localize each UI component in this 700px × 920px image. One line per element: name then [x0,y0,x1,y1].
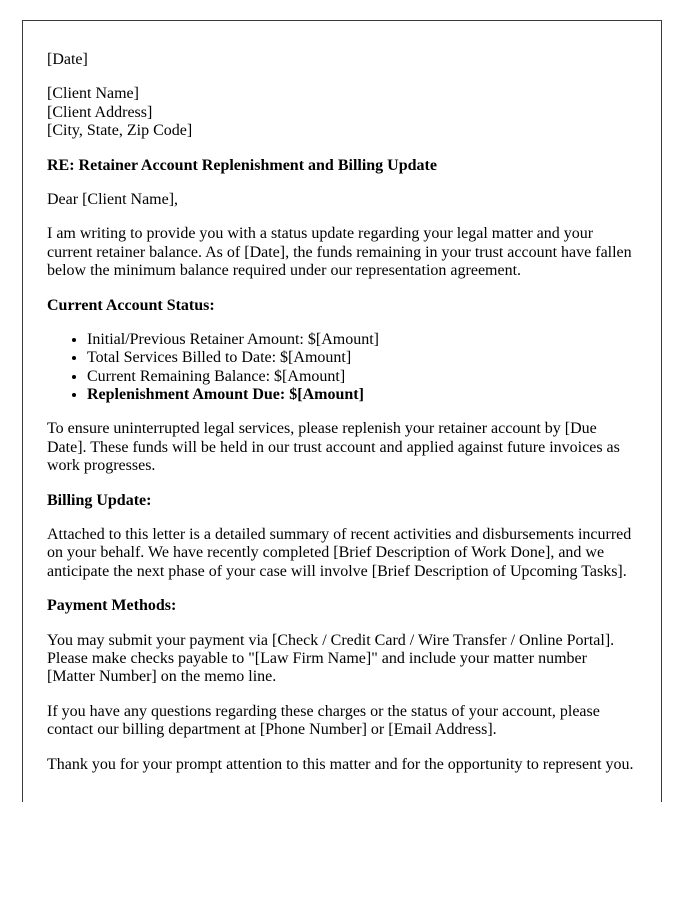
replenishment-due-item: • Replenishment Amount Due: $[Amount] [87,386,637,404]
client-name-line: [Client Name] [47,85,139,103]
closing-paragraph: Thank you for your prompt attention to this matter and for the opportunity to represent you. [47,755,634,773]
letter-page [22,20,662,802]
salutation: Dear [Client Name], [47,190,179,208]
billing-update-heading: Billing Update: [47,491,152,509]
billed-to-date-item: • Total Services Billed to Date: $[Amount] [87,349,637,367]
billing-questions-paragraph: If you have any questions regarding these charges or the status of your account, please contact our billing department at [Phone Number] or [Email Address]. [47,702,600,739]
payment-methods-paragraph: You may submit your payment via [Check / Credit Card / Wire Transfer / Online Portal]. Please make checks payable to "[Law Firm Name]" and include your matter number [Matter Number] on the memo line. [47,631,615,686]
account-status-list [47,331,637,405]
replenish-paragraph: To ensure uninterrupted legal services, please replenish your retainer account by [Due Date]. These funds will be held in our trust account and applied against future invoices as work progresses. [47,420,620,475]
retainer-amount-item: • Initial/Previous Retainer Amount: $[Amount] [87,331,637,349]
subject-line: RE: Retainer Account Replenishment and Billing Update [47,156,437,174]
city-state-zip-line: [City, State, Zip Code] [47,122,193,140]
payment-methods-heading: Payment Methods: [47,597,177,615]
intro-paragraph: I am writing to provide you with a status update regarding your legal matter and your current retainer balance. As of [Date], the funds remaining in your trust account have fallen below the minimum balance required under our representation agreement. [47,225,632,280]
client-address-line: [Client Address] [47,103,153,121]
client-address-block [47,85,637,140]
date-line: [Date] [47,51,88,68]
remaining-balance-item: • Current Remaining Balance: $[Amount] [87,368,637,386]
billing-update-paragraph: Attached to this letter is a detailed summary of recent activities and disbursements incurred on your behalf. We have recently completed [Brief Description of Work Done], and we anticipate the next phase of your case will involve [Brief Description of Upcoming Tasks]. [47,526,632,580]
account-status-heading: Current Account Status: [47,296,215,314]
